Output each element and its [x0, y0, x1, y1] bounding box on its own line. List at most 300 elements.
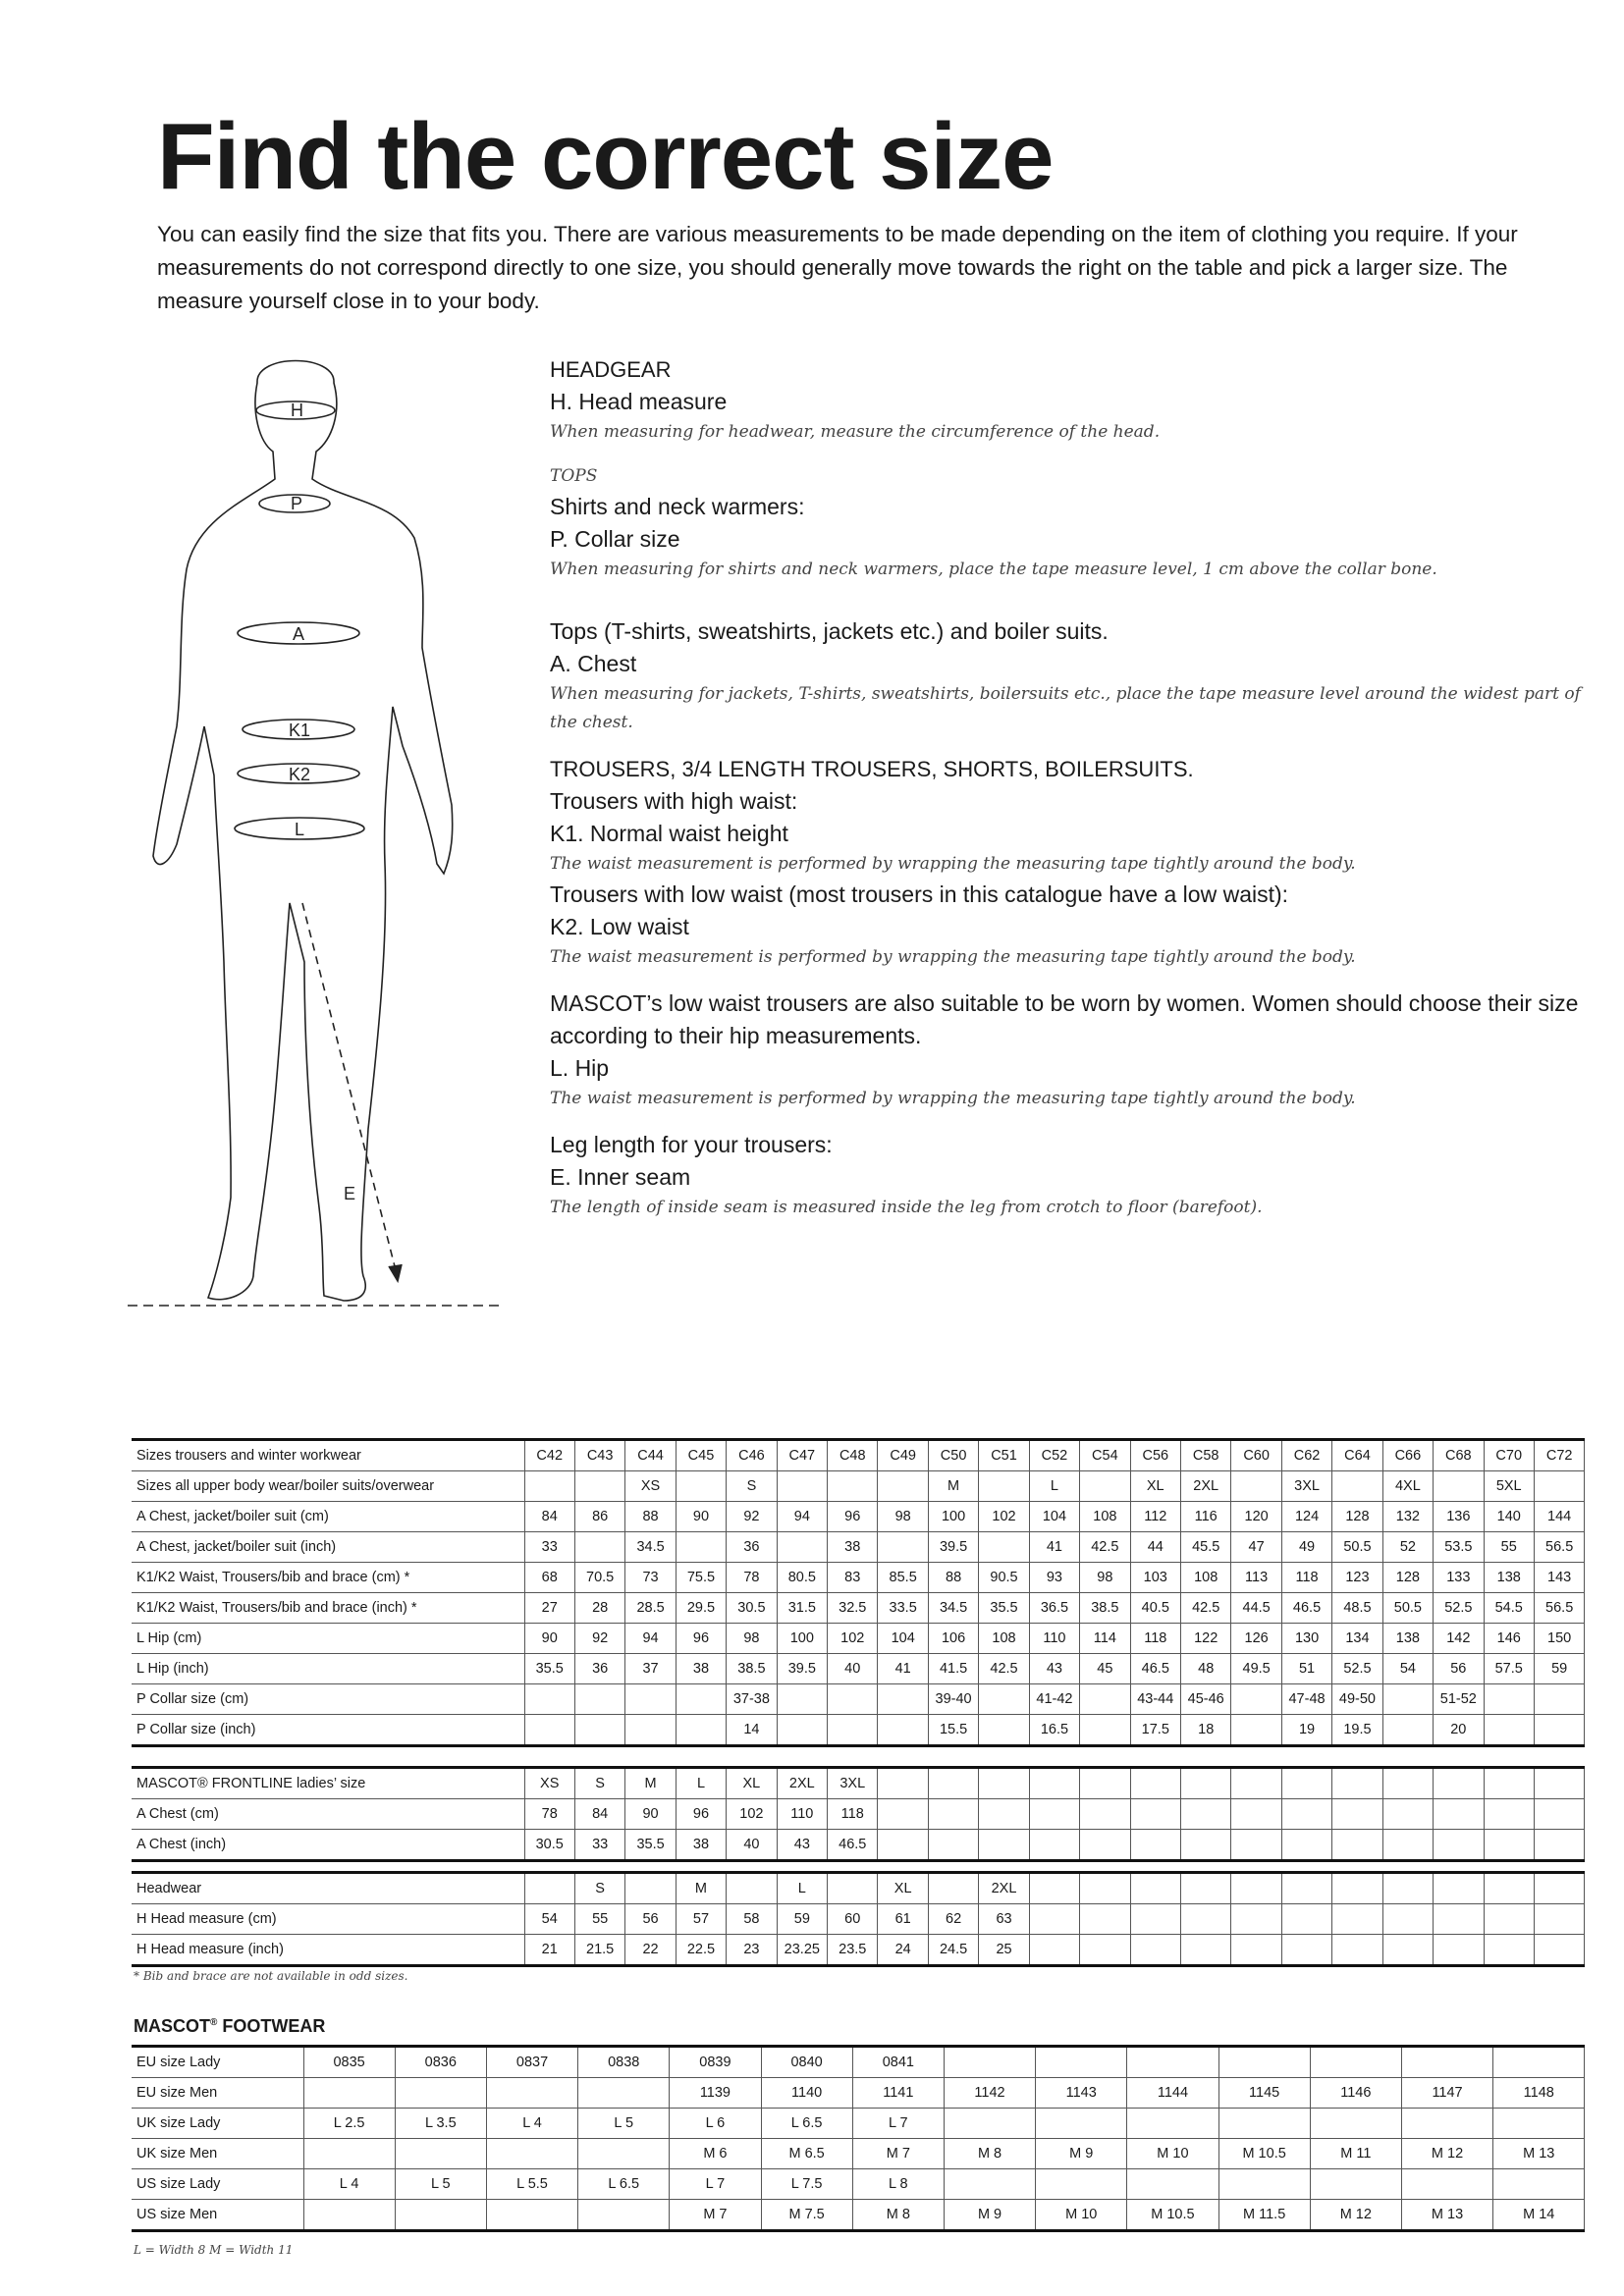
table-cell: 130	[1281, 1624, 1331, 1654]
table-cell: 84	[524, 1502, 574, 1532]
table-cell: L 8	[852, 2169, 944, 2200]
table-cell	[979, 1768, 1029, 1799]
table-cell: 58	[727, 1904, 777, 1935]
table-cell	[1401, 2109, 1492, 2139]
table-cell	[1281, 1935, 1331, 1966]
table-cell	[1029, 1799, 1079, 1830]
table-cell: 38	[676, 1830, 726, 1861]
table-cell: M 12	[1310, 2200, 1401, 2231]
table-cell: 104	[1029, 1502, 1079, 1532]
table-cell: 36	[727, 1532, 777, 1563]
table-cell	[395, 2139, 486, 2169]
bib-brace-footnote: * Bib and brace are not available in odd sizes.	[134, 1969, 408, 1983]
table-cell	[878, 1799, 928, 1830]
table-cell	[1382, 1935, 1433, 1966]
table-cell	[1130, 1830, 1180, 1861]
table-cell: 43	[1029, 1654, 1079, 1684]
table-cell	[928, 1830, 978, 1861]
table-cell	[828, 1873, 878, 1904]
table-cell: L 4	[486, 2109, 577, 2139]
table-cell: 34.5	[928, 1593, 978, 1624]
table-cell: 46.5	[1281, 1593, 1331, 1624]
high-waist-heading: Trousers with high waist:	[550, 788, 798, 814]
table-cell	[1080, 1830, 1130, 1861]
table-cell: 128	[1382, 1563, 1433, 1593]
table-cell: 96	[676, 1624, 726, 1654]
table-cell	[979, 1715, 1029, 1746]
table-cell	[625, 1684, 676, 1715]
table-cell: 41	[878, 1654, 928, 1684]
table-row	[132, 1768, 1585, 1799]
row-label: L Hip (cm)	[132, 1624, 524, 1654]
table-cell: 126	[1231, 1624, 1281, 1654]
table-cell	[1127, 2047, 1218, 2078]
table-cell: 45-46	[1180, 1684, 1230, 1715]
table-row	[132, 1624, 1585, 1654]
tops-caption: TOPS	[550, 466, 598, 486]
table-cell: 102	[727, 1799, 777, 1830]
table-row	[132, 2200, 1585, 2231]
table-cell: 60	[828, 1904, 878, 1935]
table-cell: C54	[1080, 1440, 1130, 1471]
table-cell: 15.5	[928, 1715, 978, 1746]
table-cell: 33	[574, 1830, 624, 1861]
row-label: P Collar size (inch)	[132, 1715, 524, 1746]
table-cell	[1310, 2047, 1401, 2078]
table-cell: 34.5	[625, 1532, 676, 1563]
table-cell: 0839	[670, 2047, 761, 2078]
table-cell	[1231, 1873, 1281, 1904]
table-cell: C43	[574, 1440, 624, 1471]
table-cell: 94	[777, 1502, 827, 1532]
table-cell: C47	[777, 1440, 827, 1471]
table-cell: 48	[1180, 1654, 1230, 1684]
table-cell: 94	[625, 1624, 676, 1654]
table-cell	[1130, 1904, 1180, 1935]
table-cell: 75.5	[676, 1563, 726, 1593]
table-cell: 41	[1029, 1532, 1079, 1563]
table-row	[132, 2139, 1585, 2169]
table-cell: 57.5	[1484, 1654, 1534, 1684]
table-cell: 1144	[1127, 2078, 1218, 2109]
table-cell	[979, 1684, 1029, 1715]
table-cell: 146	[1484, 1624, 1534, 1654]
table-cell: M 9	[944, 2200, 1035, 2231]
table-cell: 5XL	[1484, 1471, 1534, 1502]
table-cell: 46.5	[1130, 1654, 1180, 1684]
table-cell: 108	[1180, 1563, 1230, 1593]
table-cell: 1141	[852, 2078, 944, 2109]
table-cell: 0840	[761, 2047, 852, 2078]
table-cell: S	[727, 1471, 777, 1502]
table-cell: M	[625, 1768, 676, 1799]
table-cell	[524, 1715, 574, 1746]
table-cell: C62	[1281, 1440, 1331, 1471]
table-cell: 20	[1434, 1715, 1484, 1746]
table-cell: 2XL	[777, 1768, 827, 1799]
table-cell: 22.5	[676, 1935, 726, 1966]
table-cell	[1180, 1935, 1230, 1966]
table-cell: 118	[828, 1799, 878, 1830]
table-row	[132, 1935, 1585, 1966]
table-cell: 78	[727, 1563, 777, 1593]
table-cell: 110	[1029, 1624, 1079, 1654]
table-cell	[979, 1830, 1029, 1861]
hip-heading: L. Hip	[550, 1055, 610, 1081]
table-cell: 96	[828, 1502, 878, 1532]
table-cell: 96	[676, 1799, 726, 1830]
table-cell: 90	[524, 1624, 574, 1654]
table-cell	[1180, 1799, 1230, 1830]
table-cell: 52	[1382, 1532, 1433, 1563]
table-cell: L 5	[395, 2169, 486, 2200]
label-l: L	[295, 820, 305, 839]
table-cell: 90	[676, 1502, 726, 1532]
table-cell: C42	[524, 1440, 574, 1471]
table-cell: 37	[625, 1654, 676, 1684]
table-row	[132, 1684, 1585, 1715]
table-cell: C49	[878, 1440, 928, 1471]
table-cell	[1029, 1904, 1079, 1935]
table-cell: L 6	[670, 2109, 761, 2139]
table-cell: 140	[1484, 1502, 1534, 1532]
table-cell: 85.5	[878, 1563, 928, 1593]
table-cell: 52.5	[1332, 1654, 1382, 1684]
table-cell: 122	[1180, 1624, 1230, 1654]
table-cell	[486, 2139, 577, 2169]
ladies-size-table	[132, 1766, 1585, 1862]
table-cell: 36	[574, 1654, 624, 1684]
table-cell: 70.5	[574, 1563, 624, 1593]
table-cell	[1130, 1935, 1180, 1966]
table-cell	[578, 2200, 670, 2231]
hip-desc: The waist measurement is performed by wrapping the measuring tape tightly around the body.	[550, 1089, 1356, 1108]
table-cell: S	[574, 1873, 624, 1904]
table-cell: 23.25	[777, 1935, 827, 1966]
table-cell	[1080, 1768, 1130, 1799]
table-cell: 142	[1434, 1624, 1484, 1654]
table-cell: 108	[979, 1624, 1029, 1654]
row-label: Headwear	[132, 1873, 524, 1904]
table-cell: 24.5	[928, 1935, 978, 1966]
table-cell: 38	[676, 1654, 726, 1684]
table-row	[132, 1532, 1585, 1563]
table-cell: M 6.5	[761, 2139, 852, 2169]
table-cell	[1434, 1935, 1484, 1966]
normal-waist-desc: The waist measurement is performed by wrapping the measuring tape tightly around the body.	[550, 854, 1356, 874]
table-cell: M 10	[1127, 2139, 1218, 2169]
table-cell: 45	[1080, 1654, 1130, 1684]
table-cell	[1036, 2047, 1127, 2078]
table-cell	[574, 1532, 624, 1563]
row-label: UK size Lady	[132, 2109, 303, 2139]
row-label: EU size Men	[132, 2078, 303, 2109]
table-cell	[727, 1873, 777, 1904]
table-cell: 50.5	[1332, 1532, 1382, 1563]
table-cell: 39-40	[928, 1684, 978, 1715]
table-cell: 56	[1434, 1654, 1484, 1684]
row-label: L Hip (inch)	[132, 1654, 524, 1684]
table-cell: L 2.5	[303, 2109, 395, 2139]
table-cell	[1484, 1873, 1534, 1904]
table-cell: M 14	[1493, 2200, 1585, 2231]
table-cell: 4XL	[1382, 1471, 1433, 1502]
table-cell	[1434, 1799, 1484, 1830]
table-cell: C66	[1382, 1440, 1433, 1471]
table-cell: L	[676, 1768, 726, 1799]
table-cell: 33	[524, 1532, 574, 1563]
table-cell: 30.5	[727, 1593, 777, 1624]
table-cell: 49.5	[1231, 1654, 1281, 1684]
table-cell: 31.5	[777, 1593, 827, 1624]
head-measure-desc: When measuring for headwear, measure the circumference of the head.	[550, 422, 1161, 442]
table-cell	[1534, 1873, 1584, 1904]
table-cell	[578, 2139, 670, 2169]
table-cell	[878, 1768, 928, 1799]
table-cell: 92	[574, 1624, 624, 1654]
table-cell	[1434, 1768, 1484, 1799]
table-cell: 38.5	[1080, 1593, 1130, 1624]
table-cell	[1382, 1684, 1433, 1715]
table-cell: XS	[625, 1471, 676, 1502]
table-cell: 56	[625, 1904, 676, 1935]
table-cell: 55	[1484, 1532, 1534, 1563]
table-cell: L 7	[670, 2169, 761, 2200]
table-cell	[1130, 1768, 1180, 1799]
table-cell: 124	[1281, 1502, 1331, 1532]
table-cell	[1180, 1904, 1230, 1935]
table-cell	[574, 1684, 624, 1715]
table-cell: M 7	[852, 2139, 944, 2169]
row-label: Sizes trousers and winter workwear	[132, 1440, 524, 1471]
table-cell	[1036, 2169, 1127, 2200]
table-cell	[1130, 1799, 1180, 1830]
low-waist-desc: The waist measurement is performed by wrapping the measuring tape tightly around the body.	[550, 947, 1356, 967]
table-cell	[1029, 1935, 1079, 1966]
table-cell: XL	[727, 1768, 777, 1799]
measurement-descriptions	[550, 353, 1591, 1222]
page-title: Find the correct size	[157, 104, 1054, 209]
table-cell: 30.5	[524, 1830, 574, 1861]
table-cell: 42.5	[1180, 1593, 1230, 1624]
table-cell	[828, 1684, 878, 1715]
table-cell: 49-50	[1332, 1684, 1382, 1715]
table-cell: C56	[1130, 1440, 1180, 1471]
table-cell: 45.5	[1180, 1532, 1230, 1563]
table-row	[132, 1563, 1585, 1593]
table-cell: 150	[1534, 1624, 1584, 1654]
table-cell: 108	[1080, 1502, 1130, 1532]
table-cell	[1281, 1830, 1331, 1861]
table-cell	[578, 2078, 670, 2109]
table-cell	[1534, 1471, 1584, 1502]
table-cell: 88	[625, 1502, 676, 1532]
table-cell	[524, 1471, 574, 1502]
table-cell	[1180, 1830, 1230, 1861]
table-cell: 3XL	[828, 1768, 878, 1799]
table-cell	[828, 1715, 878, 1746]
table-cell: 44.5	[1231, 1593, 1281, 1624]
table-cell: 39.5	[777, 1654, 827, 1684]
table-cell: 1143	[1036, 2078, 1127, 2109]
row-label: A Chest (cm)	[132, 1799, 524, 1830]
table-cell	[1080, 1873, 1130, 1904]
table-row	[132, 2169, 1585, 2200]
table-cell	[625, 1715, 676, 1746]
table-cell: 118	[1130, 1624, 1180, 1654]
table-cell: 36.5	[1029, 1593, 1079, 1624]
table-cell	[979, 1532, 1029, 1563]
table-cell	[1484, 1935, 1534, 1966]
table-cell: 17.5	[1130, 1715, 1180, 1746]
table-row	[132, 1904, 1585, 1935]
label-a: A	[293, 624, 305, 644]
table-cell: 27	[524, 1593, 574, 1624]
table-cell	[1231, 1471, 1281, 1502]
table-cell	[1401, 2047, 1492, 2078]
row-label: A Chest, jacket/boiler suit (cm)	[132, 1502, 524, 1532]
table-cell: M 7.5	[761, 2200, 852, 2231]
table-cell: 33.5	[878, 1593, 928, 1624]
body-measurement-figure	[98, 353, 530, 1355]
table-cell	[1310, 2109, 1401, 2139]
table-cell: 0841	[852, 2047, 944, 2078]
table-cell: 40	[828, 1654, 878, 1684]
table-cell	[828, 1471, 878, 1502]
table-cell	[395, 2200, 486, 2231]
table-cell	[1534, 1799, 1584, 1830]
table-cell	[1127, 2109, 1218, 2139]
table-cell: L 3.5	[395, 2109, 486, 2139]
width-note: L = Width 8 M = Width 11	[134, 2243, 294, 2257]
table-cell: 93	[1029, 1563, 1079, 1593]
chest-heading: A. Chest	[550, 651, 637, 676]
row-label: EU size Lady	[132, 2047, 303, 2078]
table-row	[132, 1830, 1585, 1861]
table-cell	[878, 1684, 928, 1715]
table-cell: C50	[928, 1440, 978, 1471]
table-cell: 86	[574, 1502, 624, 1532]
normal-waist-heading: K1. Normal waist height	[550, 821, 788, 846]
table-cell	[1434, 1830, 1484, 1861]
leg-length-heading: Leg length for your trousers:	[550, 1132, 833, 1157]
table-cell: 25	[979, 1935, 1029, 1966]
table-cell: 80.5	[777, 1563, 827, 1593]
table-cell: 54	[524, 1904, 574, 1935]
table-cell: 3XL	[1281, 1471, 1331, 1502]
table-cell: 59	[777, 1904, 827, 1935]
table-cell	[1218, 2047, 1310, 2078]
table-cell: C58	[1180, 1440, 1230, 1471]
table-cell: M 11	[1310, 2139, 1401, 2169]
table-cell	[1332, 1873, 1382, 1904]
table-cell: 28	[574, 1593, 624, 1624]
row-label: US size Lady	[132, 2169, 303, 2200]
row-label: H Head measure (cm)	[132, 1904, 524, 1935]
table-cell: 103	[1130, 1563, 1180, 1593]
row-label: Sizes all upper body wear/boiler suits/overwear	[132, 1471, 524, 1502]
table-cell: XL	[878, 1873, 928, 1904]
table-row	[132, 1471, 1585, 1502]
table-cell: 73	[625, 1563, 676, 1593]
table-cell: 98	[1080, 1563, 1130, 1593]
table-cell	[1332, 1799, 1382, 1830]
table-cell: M 9	[1036, 2139, 1127, 2169]
table-cell: 53.5	[1434, 1532, 1484, 1563]
table-cell: 57	[676, 1904, 726, 1935]
table-cell	[979, 1471, 1029, 1502]
women-hip-heading: MASCOT’s low waist trousers are also suitable to be worn by women. Women should choose their size according to their hip measurements.	[550, 990, 1579, 1048]
table-cell: 21.5	[574, 1935, 624, 1966]
table-cell	[1534, 1768, 1584, 1799]
table-cell: 42.5	[979, 1654, 1029, 1684]
table-cell: L 6.5	[578, 2169, 670, 2200]
table-cell: 35.5	[524, 1654, 574, 1684]
table-cell: 1148	[1493, 2078, 1585, 2109]
table-cell: C51	[979, 1440, 1029, 1471]
table-cell: 0837	[486, 2047, 577, 2078]
table-cell: C52	[1029, 1440, 1079, 1471]
table-cell	[1080, 1715, 1130, 1746]
table-cell: M 6	[670, 2139, 761, 2169]
table-cell: 128	[1332, 1502, 1382, 1532]
table-cell	[1130, 1873, 1180, 1904]
tops-heading: Tops (T-shirts, sweatshirts, jackets etc.) and boiler suits.	[550, 618, 1109, 644]
low-waist-heading: K2. Low waist	[550, 914, 689, 939]
table-cell: M 10.5	[1127, 2200, 1218, 2231]
table-cell: 47	[1231, 1532, 1281, 1563]
table-cell: 61	[878, 1904, 928, 1935]
row-label: MASCOT® FRONTLINE ladies’ size	[132, 1768, 524, 1799]
table-cell	[1127, 2169, 1218, 2200]
table-cell: M 12	[1401, 2139, 1492, 2169]
table-cell	[1231, 1684, 1281, 1715]
table-cell: 55	[574, 1904, 624, 1935]
table-cell	[1382, 1715, 1433, 1746]
table-row	[132, 1440, 1585, 1471]
table-row	[132, 1873, 1585, 1904]
table-cell: 98	[727, 1624, 777, 1654]
table-cell: 59	[1534, 1654, 1584, 1684]
inner-seam-heading: E. Inner seam	[550, 1164, 691, 1190]
table-cell	[1231, 1935, 1281, 1966]
table-cell: 104	[878, 1624, 928, 1654]
table-cell: 47-48	[1281, 1684, 1331, 1715]
table-cell	[574, 1715, 624, 1746]
table-cell	[1382, 1768, 1433, 1799]
table-cell	[1281, 1904, 1331, 1935]
label-k2: K2	[289, 765, 311, 784]
headgear-caption: HEADGEAR	[550, 357, 672, 382]
table-cell: 0835	[303, 2047, 395, 2078]
table-cell: L 5.5	[486, 2169, 577, 2200]
table-cell: C60	[1231, 1440, 1281, 1471]
table-cell: 22	[625, 1935, 676, 1966]
table-cell	[1281, 1873, 1331, 1904]
row-label: A Chest (inch)	[132, 1830, 524, 1861]
head-measure-heading: H. Head measure	[550, 389, 728, 414]
table-cell	[1493, 2109, 1585, 2139]
table-row	[132, 2109, 1585, 2139]
table-cell: 40.5	[1130, 1593, 1180, 1624]
table-cell	[1281, 1768, 1331, 1799]
table-cell: 116	[1180, 1502, 1230, 1532]
table-cell	[524, 1873, 574, 1904]
table-cell: C68	[1434, 1440, 1484, 1471]
table-cell	[1332, 1471, 1382, 1502]
table-cell	[1382, 1904, 1433, 1935]
table-cell: 50.5	[1382, 1593, 1433, 1624]
